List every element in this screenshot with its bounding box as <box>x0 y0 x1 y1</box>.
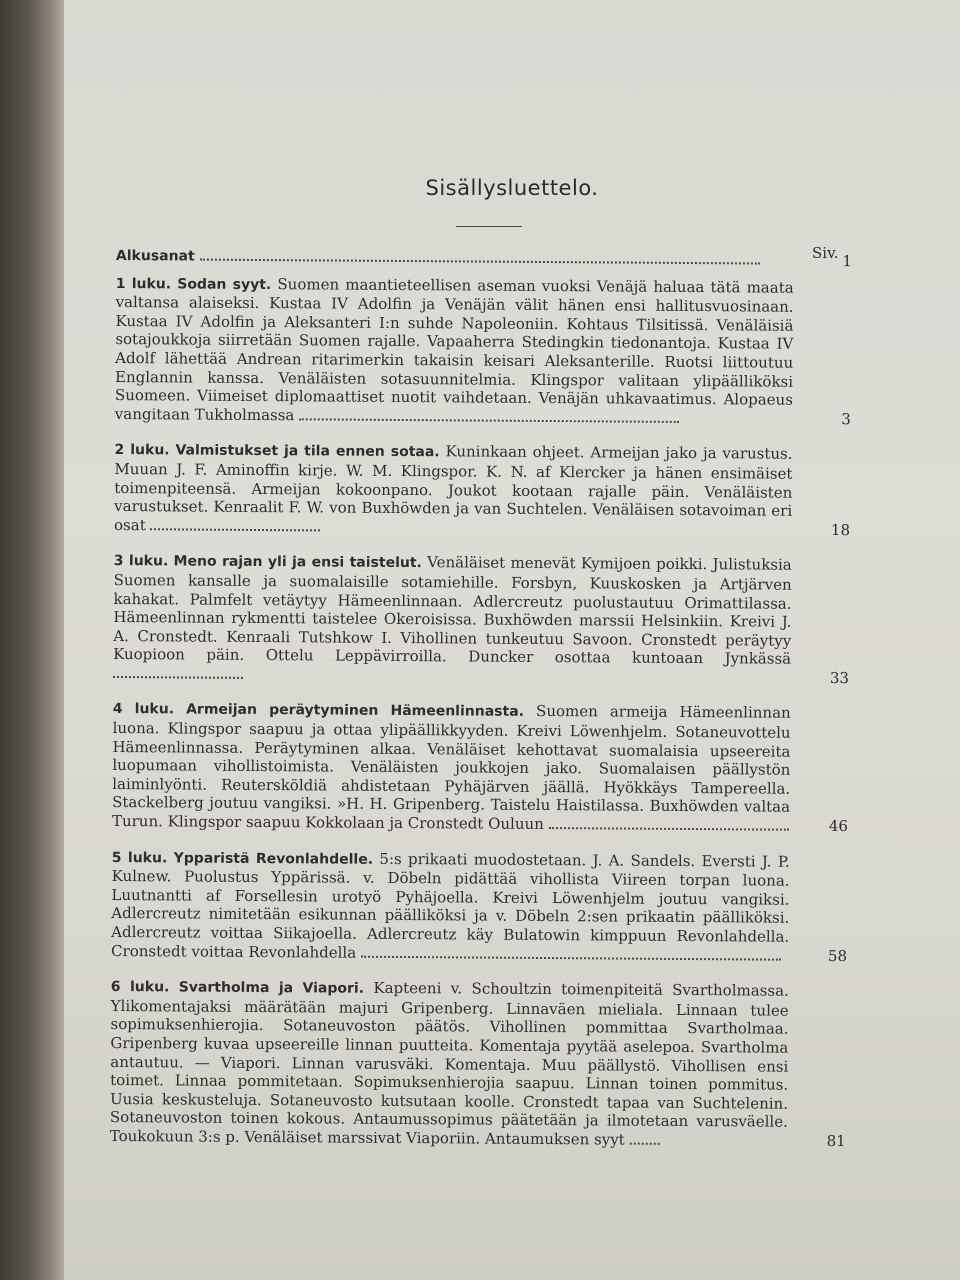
dot-leader <box>113 675 243 679</box>
toc-heading: Ypparistä Revonlahdelle. <box>173 850 374 868</box>
toc-entry-chapter-5 <box>111 848 848 966</box>
toc-page-number: 3 <box>841 409 851 428</box>
toc-heading: Armeijan peräytyminen Hämeenlinnasta. <box>186 701 525 721</box>
toc-page-number: 33 <box>829 668 850 688</box>
dot-leader <box>361 954 781 960</box>
dot-leader <box>549 826 789 831</box>
toc-entry-preface <box>115 246 852 271</box>
table-of-contents <box>109 246 852 1168</box>
toc-heading: Meno rajan yli ja ensi taistelut. <box>173 553 422 572</box>
toc-page-number: 18 <box>830 520 851 539</box>
toc-heading: Alkusanat <box>115 247 195 265</box>
dot-leader <box>151 527 321 531</box>
page-title: Sisällysluettelo. <box>425 176 599 200</box>
toc-chapter-number: 3 luku. <box>113 553 169 570</box>
toc-heading: Svartholma ja Viapori. <box>178 979 365 997</box>
dot-leader <box>199 258 759 265</box>
page-column-label: Siv. <box>812 244 839 262</box>
toc-summary: Kuninkaan ohjeet. Armeijan jako ja varustus. Muuan J. F. Aminoffin kirje. W. M. Klingspor. K. N. af Klercker ja hänen ensimäiset toimenpiteensä. Armeijan kokoonpano. Joukot kootaan rajalle päin. Venäläisten varustukset. Kenraalit F. W. von Buxhöwden ja van Suchtelen. Venäläisen sotavoiman eri osat <box>113 442 793 534</box>
toc-summary: Venäläiset menevät Kymijoen poikki. Julistuksia Suomen kansalle ja suomalaisille sotamiehille. Forsbyn, Kuuskosken ja Artjärven kahakat. Palmfelt vetäytyy Hämeenlinnaan. Adlercreutz puolustautuu Orimattilassa. Hämeenlinnan rykmentti taistelee Okeroisissa. Buxhöwden marssii Helsinkiin. Kreivi J. A. Cronstedt. Kenraali Tutshkow I. Vihollinen tunkeutuu Savoon. Cronstedt peräytyy Kuopioon päin. Ottelu Leppävirroilla. Duncker osottaa kuntoaan Jynkässä <box>113 553 792 669</box>
toc-summary: 5:s prikaati muodostetaan. J. A. Sandels. Eversti J. P. Kulnew. Puolustus Yppärissä. v. Döbeln pidättää vihollista Viireen torpan luona. Luutnantti af Forsellesin urotyö Pyhäjoella. Kreivi Löwenhjelm joutuu vangiksi. Adlercreutz nimitetään esikunnan päälliköksi ja v. Döbeln 2:sen prikaatin päälliköksi. Adlercreutz voittaa Siikajoella. Adlercreutz käy Bulatowin kimppuun Revonlahdella. Cronstedt voittaa Revonlahdella <box>111 849 790 962</box>
toc-entry-chapter-2 <box>113 440 851 539</box>
toc-entry-chapter-6 <box>109 977 846 1151</box>
toc-chapter-number: 4 luku. <box>112 701 175 718</box>
dot-leader <box>299 417 679 423</box>
toc-heading: Valmistukset ja tila ennen sotaa. <box>175 442 440 461</box>
toc-entry-chapter-3 <box>113 551 850 688</box>
toc-entry-chapter-1 <box>114 274 851 429</box>
title-rule <box>456 226 522 227</box>
toc-page-number: 58 <box>827 946 848 965</box>
toc-chapter-number: 1 luku. <box>115 275 172 292</box>
toc-entry-chapter-4 <box>111 699 849 836</box>
dot-leader <box>629 1142 659 1145</box>
toc-summary: Kapteeni v. Schoultzin toimenpiteitä Svartholmassa. Ylikomentajaksi määrätään majuri Gripenberg. Linnaväen mieliala. Linnaan tulee sopimuksenhierojia. Sotaneuvoston päätös. Vihollinen pommittaa Svartholmaa. Gripenberg kuvaa upseereille linnan puutteita. Komentaja pyytää aselepoa. Svartholma antautuu. — Viapori. Linnan varusväki. Komentaja. Muu päällystö. Vihollisen ensi toimet. Linnaa pommitetaan. Sopimuksenhierojia saapuu. Linnan toinen pommitus. Uusia keskusteluja. Sotaneuvosto kutsutaan koolle. Cronstedt tapaa van Suchtelenin. Sotaneuvoston toinen kokous. Antaumussopimus päätetään ja ilmotetaan varusväelle. Toukokuun 3:s p. Venäläiset marssivat Viaporiin. Antaumuksen syyt <box>109 979 789 1149</box>
toc-page-number: 46 <box>828 817 849 836</box>
toc-chapter-number: 6 luku. <box>110 979 170 996</box>
book-page <box>64 0 960 1280</box>
toc-chapter-number: 5 luku. <box>111 849 168 866</box>
toc-summary: Suomen armeija Hämeenlinnan luona. Klingspor saapuu ja ottaa ylipäällikkyyden. Kreivi Löwenhjelm. Sotaneuvottelu Hämeenlinnassa. Peräytyminen alkaa. Venäläiset kehottavat suomalaisia upseereita luopumaan vihollistoimista. Venäläisten joukkojen jako. Suomalaisen päällystön laiminlyönti. Reutersköldiä ahdistetaan Pyhäjärven jäällä. Hyökkäys Tampereella. Stackelberg joutuu vangiksi. »H. H. Gripenberg. Taistelu Haistilassa. Buxhöwden valtaa Turun. Klingspor saapuu Kokkolaan ja Cronstedt Ouluun <box>111 702 791 834</box>
toc-heading: Sodan syyt. <box>177 276 272 293</box>
toc-chapter-number: 2 luku. <box>114 442 170 459</box>
book-spine <box>0 0 64 1280</box>
toc-summary: Suomen maantieteellisen aseman vuoksi Venäjä haluaa tätä maata valtansa alaiseksi. Kustaa IV Adolfin ja Venäjän välit hänen ensi hallitusvuosinaan. Kustaa IV Adolfin ja Aleksanteri I:n suhde Napoleoniin. Kohtaus Tilsitissä. Venäläisiä sotajoukkoja siirretään Suomen rajalle. Vapaaherra Stedingkin tiedonantoja. Kustaa IV Adolf lähettää Andrean ritarimerkin takaisin keisari Aleksanterille. Ruotsi liittoutuu Englannin kanssa. Venäläisten sotasuunnitelmia. Klingspor valitaan ylipäälliköksi Suomeen. Viimeiset diplomaattiset nuotit vaihdetaan. Venäjän uhkavaatimus. Alopaeus vangitaan Tukholmassa <box>114 274 794 424</box>
toc-page-number: 81 <box>826 1131 846 1151</box>
toc-page-number: 1 <box>842 252 852 271</box>
